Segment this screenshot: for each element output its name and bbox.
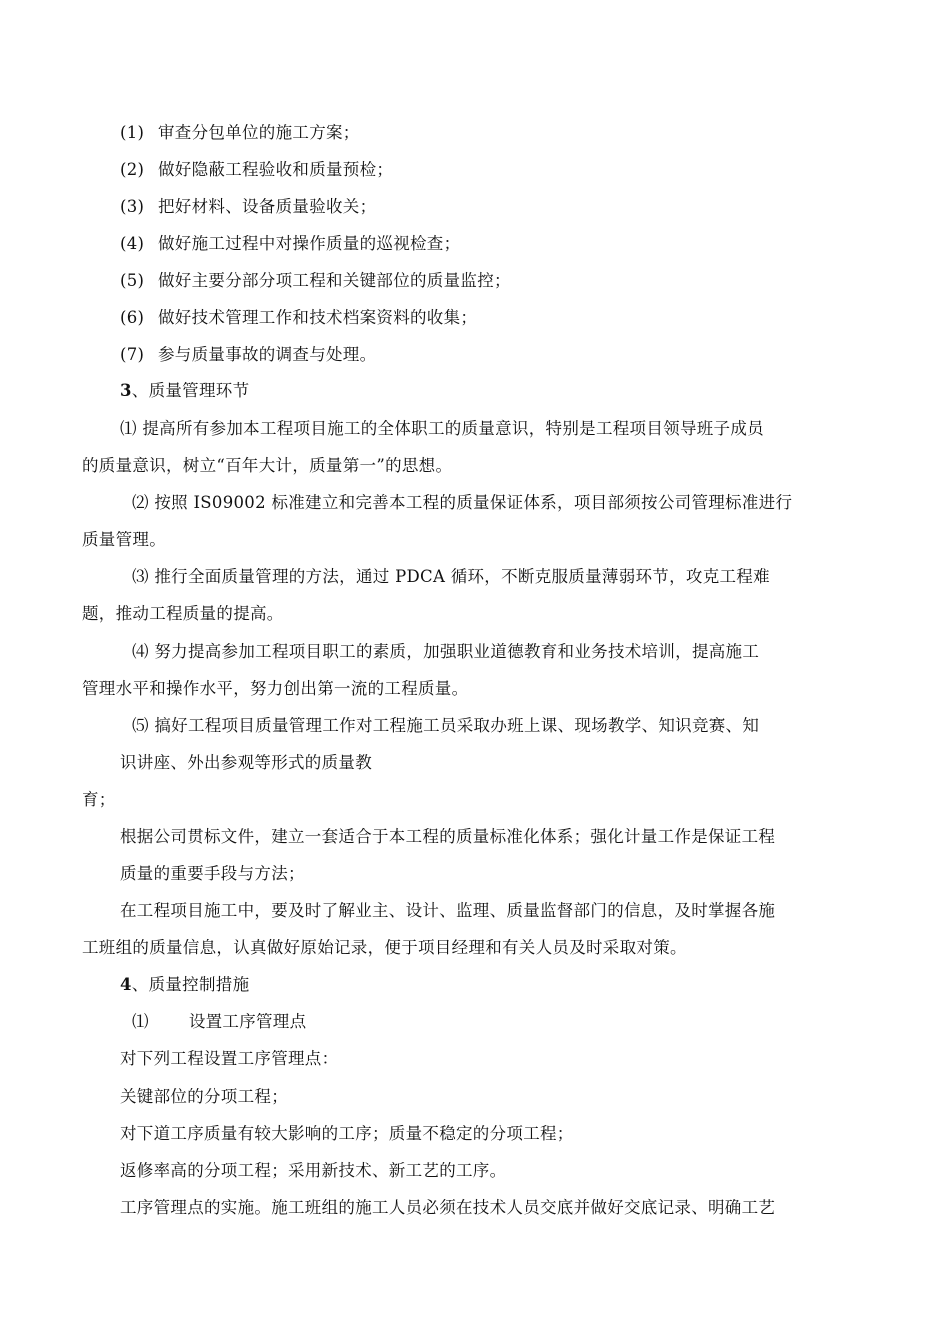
paragraph-line: 识讲座、外出参观等形式的质量教 bbox=[120, 753, 372, 772]
paragraph-line: ⑶ 推行全面质量管理的方法，通过 PDCA 循环，不断克服质量薄弱环节，攻克工程难 bbox=[132, 567, 770, 586]
duty-item bbox=[120, 344, 376, 366]
paragraph-line: ⑴ 提高所有参加本工程项目施工的全体职工的质量意识，特别是工程项目领导班子成员 bbox=[120, 419, 764, 438]
duty-text: 做好施工过程中对操作质量的巡视检查； bbox=[158, 234, 461, 253]
section-title: 、质量管理环节 bbox=[131, 381, 250, 400]
duty-text: 审查分包单位的施工方案； bbox=[158, 123, 360, 142]
duty-number: (1) bbox=[120, 123, 145, 142]
subsection-heading bbox=[132, 1011, 306, 1033]
duty-number: (3) bbox=[120, 197, 145, 216]
section-heading-4 bbox=[120, 974, 249, 996]
duty-number: (5) bbox=[120, 271, 145, 290]
paragraph-line: 关键部位的分项工程； bbox=[120, 1087, 288, 1106]
paragraph-line: 工序管理点的实施。施工班组的施工人员必须在技术人员交底并做好交底记录、明确工艺 bbox=[120, 1198, 776, 1217]
duty-number: (6) bbox=[120, 308, 145, 327]
section-title: 、质量控制措施 bbox=[131, 975, 250, 994]
paragraph-line: 返修率高的分项工程；采用新技术、新工艺的工序。 bbox=[120, 1161, 507, 1180]
duty-text: 参与质量事故的调查与处理。 bbox=[158, 345, 377, 364]
duty-text: 做好隐蔽工程验收和质量预检； bbox=[158, 160, 394, 179]
section-heading-3 bbox=[120, 380, 249, 402]
paragraph-line: 质量管理。 bbox=[82, 530, 166, 549]
paragraph-line: 在工程项目施工中，要及时了解业主、设计、监理、质量监督部门的信息，及时掌握各施 bbox=[120, 901, 776, 920]
subsection-number: ⑴ bbox=[132, 1012, 149, 1031]
paragraph-line: 对下道工序质量有较大影响的工序；质量不稳定的分项工程； bbox=[120, 1124, 574, 1143]
duty-item bbox=[120, 233, 460, 255]
duty-number: (4) bbox=[120, 234, 145, 253]
section-number: 3 bbox=[120, 381, 132, 400]
paragraph-line: 育； bbox=[82, 790, 116, 809]
paragraph-line: 题，推动工程质量的提高。 bbox=[82, 604, 284, 623]
duty-text: 做好主要分部分项工程和关键部位的质量监控； bbox=[158, 271, 511, 290]
subsection-title: 设置工序管理点 bbox=[188, 1012, 307, 1031]
paragraph-line: 质量的重要手段与方法； bbox=[120, 864, 305, 883]
duty-number: (2) bbox=[120, 160, 145, 179]
paragraph-line: ⑸ 搞好工程项目质量管理工作对工程施工员采取办班上课、现场教学、知识竞赛、知 bbox=[132, 716, 760, 735]
duty-number: (7) bbox=[120, 345, 145, 364]
paragraph-line: ⑵ 按照 IS09002 标准建立和完善本工程的质量保证体系，项目部须按公司管理标准进行 bbox=[132, 493, 793, 512]
paragraph-line: ⑷ 努力提高参加工程项目职工的素质，加强职业道德教育和业务技术培训，提高施工 bbox=[132, 642, 760, 661]
paragraph-line: 根据公司贯标文件，建立一套适合于本工程的质量标准化体系；强化计量工作是保证工程 bbox=[120, 827, 776, 846]
duty-text: 把好材料、设备质量验收关； bbox=[158, 197, 377, 216]
duty-item bbox=[120, 196, 376, 218]
paragraph-line: 对下列工程设置工序管理点： bbox=[120, 1049, 339, 1068]
duty-item bbox=[120, 307, 477, 329]
duty-item bbox=[120, 122, 360, 144]
paragraph-line: 管理水平和操作水平，努力创出第一流的工程质量。 bbox=[82, 679, 469, 698]
section-number: 4 bbox=[120, 975, 132, 994]
duty-item bbox=[120, 159, 393, 181]
duty-item bbox=[120, 270, 511, 292]
paragraph-line: 工班组的质量信息，认真做好原始记录，便于项目经理和有关人员及时采取对策。 bbox=[82, 938, 687, 957]
paragraph-line: 的质量意识，树立“百年大计，质量第一”的思想。 bbox=[82, 456, 453, 475]
duty-text: 做好技术管理工作和技术档案资料的收集； bbox=[158, 308, 478, 327]
